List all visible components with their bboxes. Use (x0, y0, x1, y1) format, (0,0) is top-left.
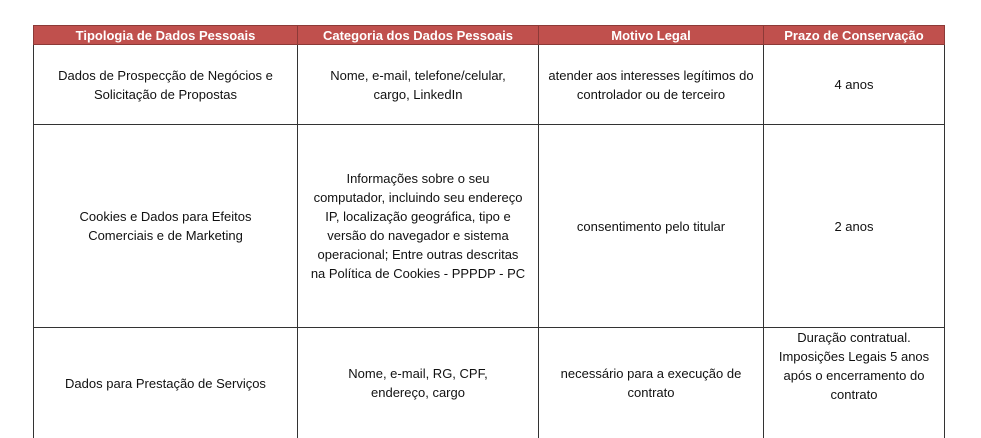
cell-categoria (298, 328, 539, 438)
cell-text: 2 anos (770, 217, 938, 236)
cell-text: Cookies e Dados para Efeitos Comerciais e de Marketing (40, 207, 291, 245)
cell-motivo (539, 45, 764, 125)
header-row (34, 26, 945, 45)
cell-categoria (298, 45, 539, 125)
cell-text: Duração contratual. Imposições Legais 5 anos após o encerramento do contrato (770, 328, 938, 404)
header-tipologia: Tipologia de Dados Pessoais (34, 26, 298, 45)
header-prazo: Prazo de Conservação (764, 26, 945, 45)
cell-text: 4 anos (770, 75, 938, 94)
cell-tipologia (34, 45, 298, 125)
header-motivo: Motivo Legal (539, 26, 764, 45)
cell-prazo (764, 45, 945, 125)
data-retention-table (33, 25, 945, 438)
cell-prazo (764, 125, 945, 328)
table-row (34, 125, 945, 328)
cell-text: Dados para Prestação de Serviços (40, 374, 291, 393)
cell-categoria (298, 125, 539, 328)
cell-tipologia (34, 328, 298, 438)
cell-text: Dados de Prospecção de Negócios e Solicitação de Propostas (40, 66, 291, 104)
cell-tipologia (34, 125, 298, 328)
cell-text: Nome, e-mail, telefone/celular, cargo, LinkedIn (304, 66, 532, 104)
cell-text: atender aos interesses legítimos do controlador ou de terceiro (545, 66, 757, 104)
cell-motivo (539, 125, 764, 328)
cell-prazo (764, 328, 945, 438)
cell-text: Nome, e-mail, RG, CPF, endereço, cargo (304, 364, 532, 402)
cell-text: consentimento pelo titular (545, 217, 757, 236)
table-row (34, 45, 945, 125)
cell-text: Informações sobre o seu computador, incluindo seu endereço IP, localização geográfica, tipo e versão do navegador e sistema operacional; Entre outras descritas na Política de Cookies - PPPDP - PC (304, 169, 532, 283)
header-categoria: Categoria dos Dados Pessoais (298, 26, 539, 45)
cell-motivo (539, 328, 764, 438)
table-row (34, 328, 945, 438)
cell-text: necessário para a execução de contrato (545, 364, 757, 402)
